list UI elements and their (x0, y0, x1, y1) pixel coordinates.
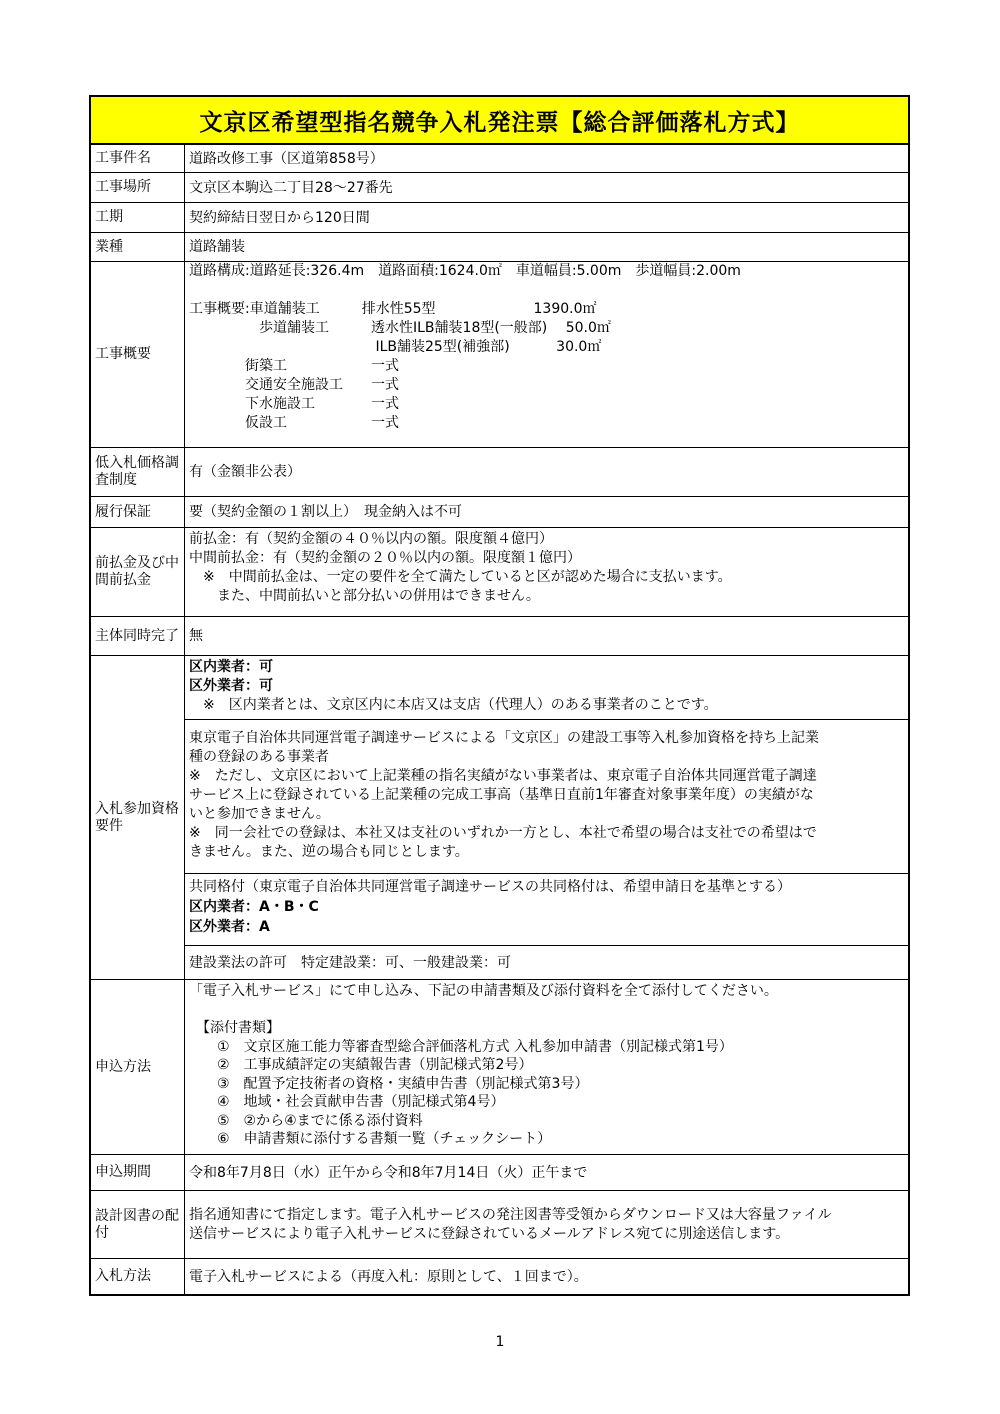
document-title: 文京区希望型指名競争入札発注票【総合評価落札方式】 (91, 97, 908, 143)
row-label: 主体同時完了 (91, 617, 185, 655)
sanka-block-text (185, 656, 908, 717)
row-label: 入札参加資格要件 (91, 656, 185, 979)
hoho-line: 「電子入札サービス」にて申し込み、下記の申請書類及び添付資料を全て添付してください。 (189, 983, 778, 999)
sanka-block-license (185, 945, 908, 979)
sanka-block-area (185, 656, 908, 719)
value-text: 令和8年7月8日（水）正午から令和8年7月14日（火）正午まで (189, 1164, 588, 1181)
hoho-line: 【添付書類】 (189, 1020, 280, 1036)
sanka-line: きません。また、逆の場合も同じとします。 (189, 844, 469, 860)
row-maebaraikin (91, 527, 908, 616)
row-label: 工期 (91, 203, 185, 232)
sanka-line: 東京電子自治体共同運営電子調達サービスによる「文京区」の建設工事等入札参加資格を持ち上記業 (189, 730, 819, 746)
sanka-line: 区外業者：可 (189, 678, 273, 694)
row-nyusatsu-hoho (91, 1258, 908, 1294)
sanka-block-qualification (185, 719, 908, 873)
sanka-line: 区内業者：可 (189, 659, 273, 675)
value-text: 道路舗装 (189, 239, 245, 255)
row-value (185, 1191, 908, 1258)
gaiyo-line: ILB舗装25型(補強部) 30.0㎡ (189, 339, 602, 355)
value-text: 契約締結日翌日から120日間 (189, 209, 370, 226)
row-moushikomi-kikan (91, 1154, 908, 1190)
gaiyo-line: 下水施設工 一式 (189, 396, 399, 412)
row-value (185, 497, 908, 527)
row-moushikomi-hoho (91, 979, 908, 1154)
hoho-line: ⑥ 申請書類に添付する書類一覧（チェックシート） (189, 1131, 552, 1147)
row-label: 工事件名 (91, 145, 185, 172)
sanka-blocks (185, 656, 908, 979)
sanka-block-text (185, 720, 908, 864)
row-value (185, 448, 908, 496)
row-value (185, 262, 908, 447)
row-value (185, 617, 908, 655)
value-text: 有（金額非公表） (189, 464, 301, 480)
gaiyo-line: 街築工 一式 (189, 358, 399, 374)
value-text: 電子入札サービスによる（再度入札：原則として、１回まで）。 (189, 1268, 588, 1285)
row-label: 履行保証 (91, 497, 185, 527)
row-teinyusatsu (91, 447, 908, 496)
row-value (185, 980, 908, 1154)
row-value (185, 233, 908, 261)
sanka-line: いと参加できません。 (189, 806, 330, 822)
row-value (185, 203, 908, 232)
row-value (185, 173, 908, 202)
gaiyo-line: 歩道舗装工 透水性ILB舗装18型(一般部) 50.0㎡ (189, 320, 611, 336)
maebarai-line: また、中間前払いと部分払いの併用はできません。 (189, 588, 540, 604)
row-value (185, 1155, 908, 1190)
row-label: 設計図書の配付 (91, 1191, 185, 1258)
sanka-block-grading (185, 873, 908, 945)
row-label: 申込方法 (91, 980, 185, 1154)
value-text: 要（契約金額の１割以上） 現金納入は不可 (189, 504, 462, 520)
hoho-line: ② 工事成績評定の実績報告書（別記様式第2号） (189, 1057, 533, 1073)
row-label: 入札方法 (91, 1259, 185, 1294)
sekkei-line: 送信サービスにより電子入札サービスに登録されているメールアドレス宛てに別途送信します。 (189, 1225, 790, 1242)
hoho-line: ④ 地域・社会貢献申告書（別記様式第4号） (189, 1094, 505, 1110)
maebarai-line: ※ 中間前払金は、一定の要件を全て満たしていると区が認めた場合に支払います。 (189, 569, 732, 585)
sanka-line: ※ 同一会社での登録は、本社又は支社のいずれか一方とし、本社で希望の場合は支社での希望はで (189, 825, 817, 841)
row-label: 業種 (91, 233, 185, 261)
row-label: 工事場所 (91, 173, 185, 202)
row-value (185, 528, 908, 616)
sanka-block-text (185, 874, 908, 939)
sanka-line: ※ ただし、文京区において上記業種の指名実績がない事業者は、東京電子自治体共同運営電子調達 (189, 768, 817, 784)
row-label: 申込期間 (91, 1155, 185, 1190)
hoho-line (189, 1001, 904, 1020)
sanka-line: サービス上に登録されている上記業種の完成工事高（基準日直前1年審査対象事業年度）の実績がな (189, 787, 814, 803)
sanka-line: 区外業者：A (189, 919, 270, 935)
row-label: 工事概要 (91, 262, 185, 447)
gaiyo-line: 交通安全施設工 一式 (189, 377, 399, 393)
value-text: 道路改修工事（区道第858号） (189, 150, 384, 167)
row-nyusatsu-sanka (91, 655, 908, 979)
row-rikou-hosho (91, 496, 908, 527)
sanka-line: 区内業者：A・B・C (189, 899, 319, 915)
gaiyo-line: 仮設工 一式 (189, 415, 399, 431)
sanka-line: 種の登録のある事業者 (189, 749, 329, 765)
sanka-line: ※ 区内業者とは、文京区内に本店又は支店（代理人）のある事業者のことです。 (189, 697, 718, 713)
hoho-line: ③ 配置予定技術者の資格・実績申告書（別記様式第3号） (189, 1075, 589, 1092)
row-koji-kenmei (91, 143, 908, 172)
sanka-line: 共同格付（東京電子自治体共同運営電子調達サービスの共同格付は、希望申請日を基準とする） (189, 879, 791, 895)
row-label: 前払金及び中間前払金 (91, 528, 185, 616)
gaiyo-line (189, 281, 904, 300)
sekkei-line: 指名通知書にて指定します。電子入札サービスの発注図書等受領からダウンロード又は大容量ファイル (189, 1206, 832, 1223)
row-shutai-doji (91, 616, 908, 655)
gaiyo-line: 工事概要:車道舗装工 排水性55型 1390.0㎡ (189, 301, 597, 317)
hoho-line: ⑤ ②から④までに係る添付資料 (189, 1112, 423, 1129)
row-koji-gaiyo (91, 261, 908, 447)
bid-order-sheet (89, 95, 910, 1296)
maebarai-line: 中間前払金：有（契約金額の２０％以内の額。限度額１億円） (189, 550, 581, 566)
row-koki (91, 202, 908, 232)
row-value (185, 145, 908, 172)
row-value (185, 1259, 908, 1294)
sanka-block-text (185, 946, 908, 979)
sanka-line: 建設業法の許可 特定建設業：可、一般建設業：可 (189, 954, 511, 971)
hoho-line: ① 文京区施工能力等審査型総合評価落札方式 入札参加申請書（別記様式第1号） (189, 1038, 733, 1055)
gaiyo-line: 道路構成:道路延長:326.4m 道路面積:1624.0㎡ 車道幅員:5.00m 歩道幅員:2.00m (189, 263, 741, 279)
row-sekkei-tosho (91, 1190, 908, 1258)
row-gyoshu (91, 232, 908, 261)
row-koji-basho (91, 172, 908, 202)
value-text: 文京区本駒込二丁目28～27番先 (189, 179, 393, 196)
maebarai-line: 前払金：有（契約金額の４０％以内の額。限度額４億円） (189, 531, 553, 547)
row-label: 低入札価格調査制度 (91, 448, 185, 496)
value-text: 無 (189, 628, 203, 644)
page-number: 1 (495, 1334, 505, 1350)
